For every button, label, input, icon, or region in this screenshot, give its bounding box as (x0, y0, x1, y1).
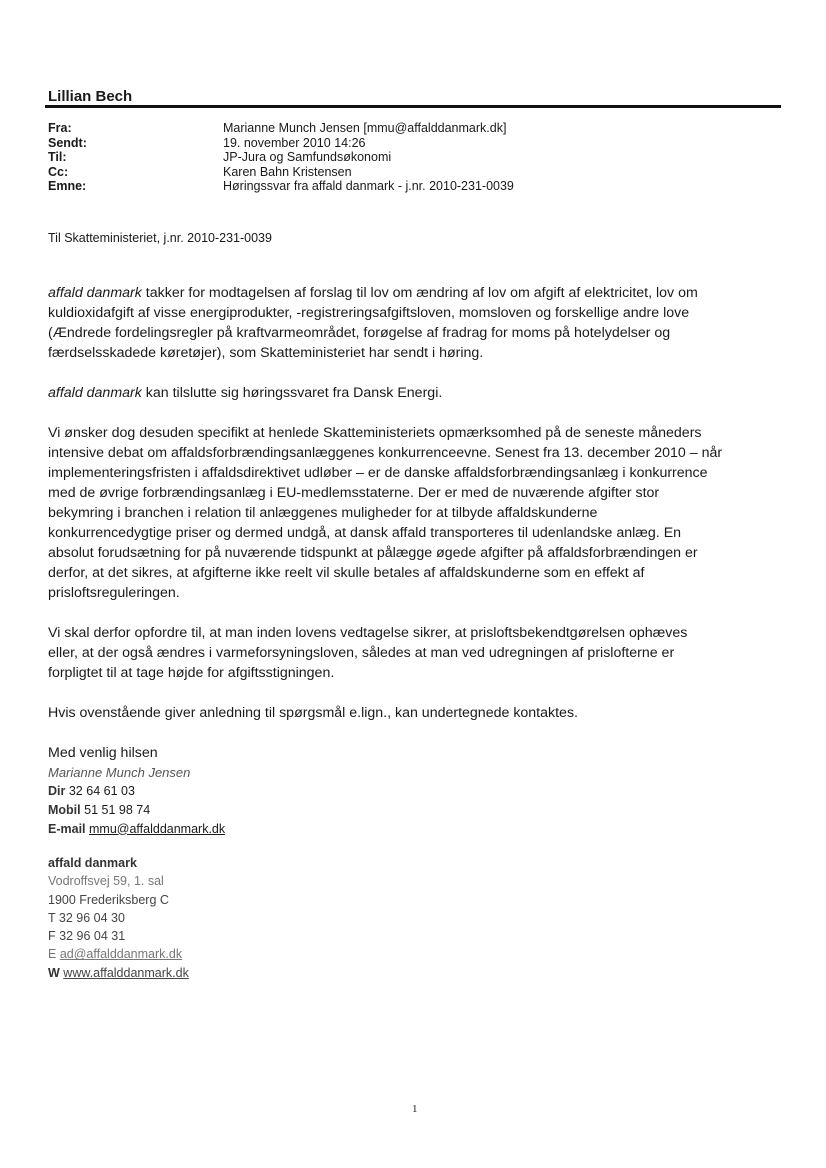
sent-label: Sendt: (48, 135, 87, 150)
paragraph-4-line: eller, at der også ændres i varmeforsyningsloven, således at man ved udregningen af prislofterne er (48, 645, 675, 661)
paragraph-3-line: prisloftsreguleringen. (48, 585, 180, 601)
fax-label: F (48, 929, 56, 944)
paragraph-3 (48, 423, 788, 603)
email-link[interactable]: mmu@affalddanmark.dk (89, 821, 226, 836)
letter-body (48, 283, 788, 743)
company-email (48, 945, 189, 963)
recipient-line: Til Skatteministeriet, j.nr. 2010-231-0039 (48, 231, 272, 245)
to-label: Til: (48, 150, 67, 165)
from-label: Fra: (48, 121, 72, 135)
company-address-city: 1900 Frederiksberg C (48, 892, 169, 907)
email-label: E-mail (48, 821, 86, 836)
paragraph-5 (48, 703, 788, 723)
paragraph-3-line: med de øvrige forbrændingsanlæg i EU-medlemsstaterne. Der er med de nuværende afgifter stor (48, 485, 660, 501)
cc-value: Karen Bahn Kristensen (223, 164, 352, 179)
brand-name: affald danmark (48, 285, 142, 301)
paragraph-1-line: kuldioxidafgift af visse energiprodukter, -registreringsafgiftsloven, momsloven og forskellige andre love (48, 305, 690, 321)
signature-email (48, 820, 225, 839)
signature-name: Marianne Munch Jensen (48, 765, 191, 781)
paragraph-4-line: Vi skal derfor opfordre til, at man inden lovens vedtagelse sikrer, at prisloftsbekendtgørelsen ophæves (48, 625, 688, 641)
paragraph-1-line: (Ændrede fordelingsregler på kraftvarmeområdet, forøgelse af fradrag for moms på hotelydelser og (48, 325, 671, 341)
paragraph-3-line: Vi ønsker dog desuden specifikt at henlede Skatteministeriets opmærksomhed på de seneste måneders (48, 425, 702, 441)
signature-greeting: Med venlig hilsen (48, 745, 158, 761)
owner-name: Lillian Bech (48, 88, 133, 105)
company-web-link[interactable]: www.affalddanmark.dk (63, 965, 189, 980)
subject-value: Høringssvar fra affald danmark - j.nr. 2010-231-0039 (223, 179, 514, 194)
header-row-sent (48, 136, 514, 151)
dir-value: 32 64 61 03 (68, 784, 135, 799)
mobil-value: 51 51 98 74 (84, 803, 151, 817)
paragraph-3-line: konkurrencedygtige priser og dermed undgå, at dansk affald transporteres til udenlandske anlæg. En (48, 525, 682, 541)
phone-label: T (48, 910, 56, 925)
paragraph-5-line: Hvis ovenstående giver anledning til spørgsmål e.lign., kan undertegnede kontaktes. (48, 705, 578, 721)
dir-label: Dir (48, 784, 66, 799)
cc-label: Cc: (48, 164, 69, 179)
company-block (48, 854, 189, 982)
company-fax (48, 927, 189, 945)
paragraph-3-line: derfor, at det sikres, at afgifterne ikke reelt vil skulle betales af affaldskunderne som en effekt af (48, 565, 645, 581)
paragraph-4-line: forpligtet til at tage højde for afgiftsstigningen. (48, 665, 335, 681)
signature-block (48, 744, 225, 838)
company-email-label: E (48, 947, 57, 962)
brand-name: affald danmark (48, 385, 142, 401)
phone-value: 32 96 04 30 (58, 910, 125, 925)
subject-label: Emne: (48, 179, 87, 194)
paragraph-3-line: absolut forudsætning for på nuværende tidspunkt at pålægge øgede afgifter på affaldsforbrændingen er (48, 545, 698, 561)
header-row-from (48, 121, 514, 136)
to-value: JP-Jura og Samfundsøkonomi (223, 150, 392, 165)
fax-value: 32 96 04 31 (59, 929, 126, 944)
paragraph-3-line: intensive debat om affaldsforbrændingsanlæggenes konkurrenceevne. Senest fra 13. december 2010 – når (48, 445, 723, 461)
mobil-label: Mobil (48, 803, 81, 817)
signature-mobil (48, 801, 225, 820)
paragraph-2-text: kan tilslutte sig høringssvaret fra Dansk Energi. (141, 385, 443, 401)
header-row-subject (48, 179, 514, 194)
paragraph-2 (48, 383, 788, 403)
paragraph-1-line (48, 283, 788, 303)
web-label: W (48, 965, 60, 980)
paragraph-3-line: bekymring i branchen i relation til anlæggenes muligheder for at tilbyde affaldskunderne (48, 505, 598, 521)
paragraph-4 (48, 623, 788, 683)
from-value: Marianne Munch Jensen [mmu@affalddanmark.dk] (223, 121, 507, 135)
paragraph-1 (48, 283, 788, 363)
paragraph-3-line: implementeringsfristen i affaldsdirektivet udløber – er de danske affaldsforbrændingsanlæg i konkurrence (48, 465, 708, 481)
company-email-link[interactable]: ad@affalddanmark.dk (59, 947, 183, 962)
company-name: affald danmark (48, 856, 137, 870)
signature-dir (48, 782, 225, 801)
email-header-fields (48, 121, 514, 194)
paragraph-1-line: færdselsskadede køretøjer), som Skatteministeriet har sendt i høring. (48, 345, 484, 361)
company-phone (48, 909, 189, 927)
page-number: 1 (412, 1103, 418, 1115)
paragraph-1-line-text: takker for modtagelsen af forslag til lov om ændring af lov om afgift af elektricitet, lov om (141, 285, 698, 301)
sent-value: 19. november 2010 14:26 (223, 135, 366, 150)
company-address-street: Vodroffsvej 59, 1. sal (48, 874, 164, 889)
header-rule (45, 105, 781, 108)
paragraph-2-line (48, 383, 788, 403)
company-web (48, 964, 189, 982)
header-row-to (48, 150, 514, 165)
header-row-cc (48, 165, 514, 180)
